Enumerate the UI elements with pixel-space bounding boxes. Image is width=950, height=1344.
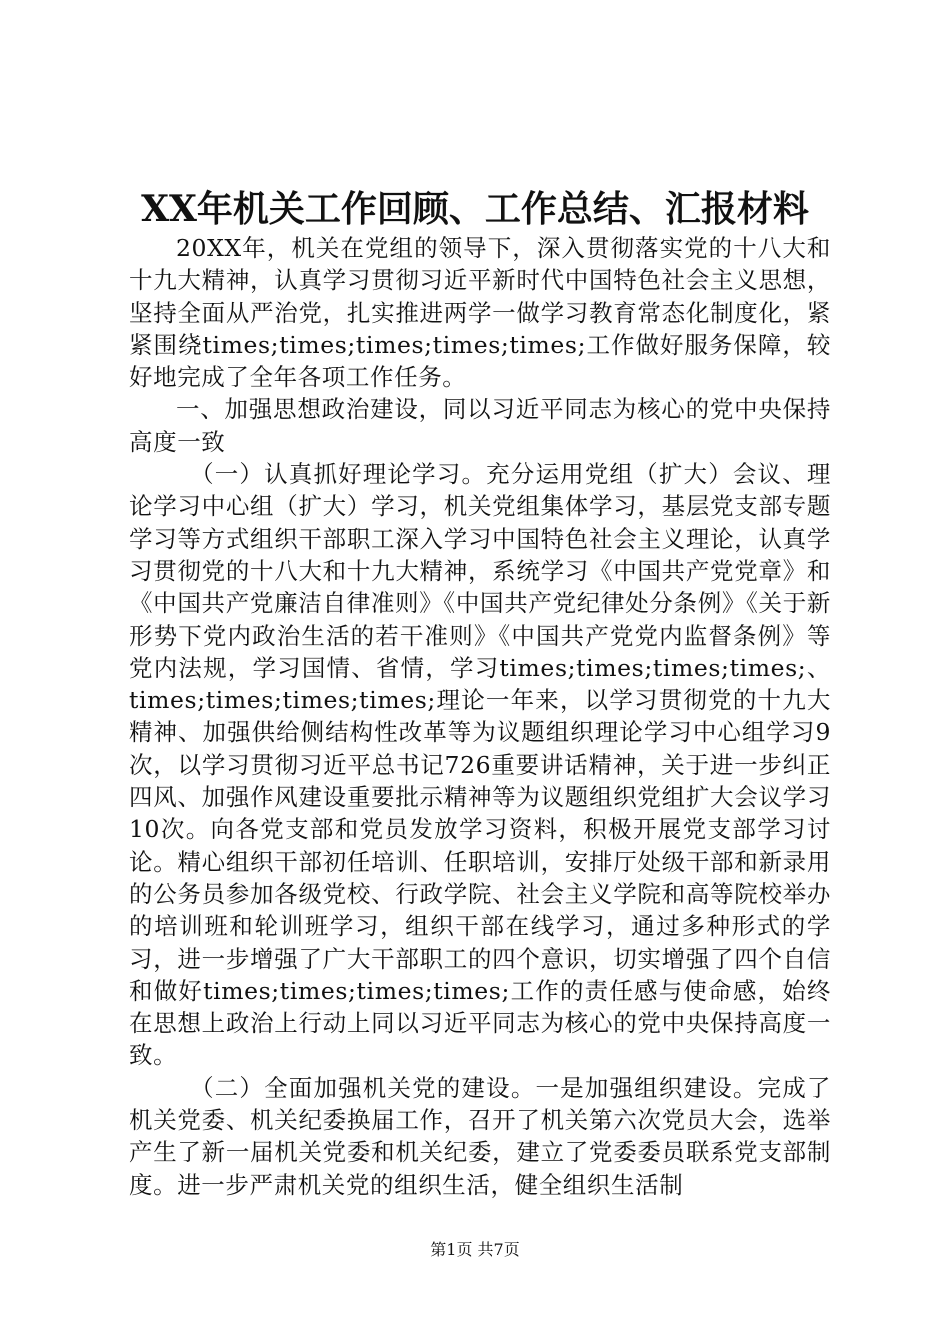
- document-body: [129, 232, 831, 1201]
- paragraph-party-building: （二）全面加强机关党的建设。一是加强组织建设。完成了机关党委、机关纪委换届工作，召开了机关第六次党员大会，选举产生了新一届机关党委和机关纪委，建立了党委委员联系党支部制度。进一步严肃机关党的组织生活，健全组织生活制: [129, 1073, 831, 1199]
- page-footer: 第1页 共7页: [430, 1240, 520, 1259]
- paragraph-intro: 20XX年，机关在党组的领导下，深入贯彻落实党的十八大和十九大精神，认真学习贯彻习近平新时代中国特色社会主义思想，坚持全面从严治党，扎实推进两学一做学习教育常态化制度化，紧紧围绕times;times;times;times;times;工作做好服务保障，较好地完成了全年各项工作任务。: [129, 234, 831, 392]
- section-heading-1: 一、加强思想政治建设，同以习近平同志为核心的党中央保持高度一致: [129, 395, 831, 456]
- document-title: XX年机关工作回顾、工作总结、汇报材料: [141, 188, 809, 230]
- paragraph-theory-study: （一）认真抓好理论学习。充分运用党组（扩大）会议、理论学习中心组（扩大）学习，机关党组集体学习，基层党支部专题学习等方式组织干部职工深入学习中国特色社会主义理论，认真学习贯彻党的十八大和十九大精神，系统学习《中国共产党党章》和《中国共产党廉洁自律准则》《中国共产党纪律处分条例》《关于新形势下党内政治生活的若干准则》《中国共产党党内监督条例》等党内法规，学习国情、省情，学习times;times;times;times;、times;times;times;times;理论一年来，以学习贯彻党的十九大精神、加强供给侧结构性改革等为议题组织理论学习中心组学习9次，以学习贯彻习近平总书记726重要讲话精神，关于进一步纠正四风、加强作风建设重要批示精神等为议题组织党组扩大会议学习10次。向各党支部和党员发放学习资料，积极开展党支部学习讨论。精心组织干部初任培训、任职培训，安排厅处级干部和新录用的公务员参加各级党校、行政学院、社会主义学院和高等院校举办的培训班和轮训班学习，组织干部在线学习，通过多种形式的学习，进一步增强了广大干部职工的四个意识，切实增强了四个自信和做好times;times;times;times;工作的责任感与使命感，始终在思想上政治上行动上同以习近平同志为核心的党中央保持高度一致。: [129, 460, 831, 1070]
